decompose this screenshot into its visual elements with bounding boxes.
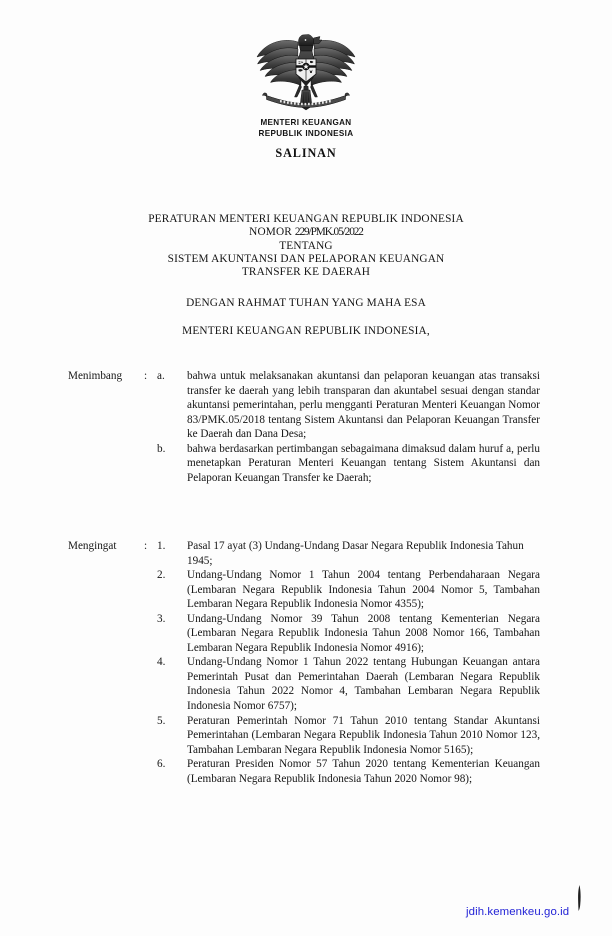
jdih-watermark-url: jdih.kemenkeu.go.id (466, 906, 570, 918)
menimbang-colon: : (144, 370, 148, 382)
ministry-line-1: MENTERI KEUANGAN (260, 118, 352, 127)
menimbang-label: Menimbang (68, 370, 123, 382)
mengingat-section (68, 539, 540, 786)
ministry-line-2: REPUBLIK INDONESIA (258, 128, 354, 138)
menimbang-item-b (68, 442, 540, 486)
mengingat-marker-1: 1. (157, 540, 166, 552)
menimbang-marker-a: a. (157, 370, 165, 382)
mengingat-text-6: Peraturan Presiden Nomor 57 Tahun 2020 tentang Kementerian Keuangan (Lembaran Negara Republik Indonesia Tahun 2020 Nomor 98); (187, 758, 540, 785)
tentang-label: TENTANG (279, 239, 333, 252)
mengingat-colon: : (144, 540, 148, 552)
regulation-number: 229/PMK.05/2022 (294, 226, 363, 239)
copy-stamp: SALINAN (275, 146, 337, 160)
mengingat-item-3 (68, 612, 540, 656)
mengingat-marker-5: 5. (157, 714, 166, 727)
ministry-name-block (0, 118, 612, 139)
blessing-line: DENGAN RAHMAT TUHAN YANG MAHA ESA (186, 297, 426, 309)
subject-line-2: TRANSFER KE DAERAH (241, 266, 371, 279)
mengingat-item-2 (68, 568, 540, 612)
mengingat-marker-4: 4. (157, 656, 166, 669)
mengingat-label: Mengingat (68, 540, 117, 552)
menimbang-item-a (68, 369, 540, 442)
garuda-pancasila-emblem (252, 30, 360, 112)
subject-line-1: SISTEM AKUNTANSI DAN PELAPORAN KEUANGAN (167, 252, 445, 265)
mengingat-text-2: Undang-Undang Nomor 1 Tahun 2004 tentang Perbendaharaan Negara (Lembaran Negara Republik Indonesia Tahun 2004 Nomor 5, Tambahan Lembaran Negara Republik Indonesia Nomor 4355); (187, 569, 540, 611)
mengingat-marker-6: 6. (157, 758, 166, 771)
mengingat-marker-3: 3. (157, 612, 166, 625)
letterhead (0, 30, 612, 161)
mengingat-text-3: Undang-Undang Nomor 39 Tahun 2008 tentang Kementerian Negara (Lembaran Negara Republik Indonesia Tahun 2008 Nomor 166, Tambahan Lembaran Negara Republik Indonesia Nomor 4916); (187, 612, 540, 654)
menimbang-text-b: bahwa berdasarkan pertimbangan sebagaimana dimaksud dalam huruf a, perlu menetapkan Peraturan Menteri Keuangan tentang Sistem Akuntansi dan Pelaporan Keuangan Transfer ke Daerah; (187, 442, 540, 484)
mengingat-text-1: Pasal 17 ayat (3) Undang-Undang Dasar Negara Republik Indonesia Tahun 1945; (187, 540, 524, 567)
menimbang-text-a: bahwa untuk melaksanakan akuntansi dan pelaporan keuangan atas transaksi transfer ke daerah yang lebih transparan dan akuntabel sesuai dengan standar akuntansi pemerintahan, perlu mengganti Peraturan Menteri Keuangan Nomor 83/PMK.05/2018 tentang Sistem Akuntansi dan Pelaporan Keuangan Transfer ke Daerah dan Dana Desa; (187, 370, 540, 441)
document-title-block (0, 213, 612, 279)
mengingat-item-1 (68, 539, 540, 568)
mengingat-marker-2: 2. (157, 569, 166, 582)
mengingat-item-5 (68, 714, 540, 758)
page-title: PERATURAN MENTERI KEUANGAN REPUBLIK INDONESIA (148, 213, 464, 225)
pen-stroke-mark (572, 884, 584, 912)
authority-line: MENTERI KEUANGAN REPUBLIK INDONESIA, (182, 325, 430, 337)
mengingat-text-4: Undang-Undang Nomor 1 Tahun 2022 tentang Hubungan Keuangan antara Pemerintah Pusat dan Pemerintahan Daerah (Lembaran Negara Republik Indonesia Tahun 2022 Nomor 4, Tambahan Lembaran Negara Republik Indonesia Nomor 6757); (187, 656, 540, 713)
menimbang-section (68, 369, 540, 485)
nomor-prefix: NOMOR (249, 226, 295, 239)
menimbang-marker-b: b. (157, 442, 166, 455)
regulation-number-line (0, 226, 612, 239)
mengingat-item-4 (68, 655, 540, 713)
mengingat-text-5: Peraturan Pemerintah Nomor 71 Tahun 2010 tentang Standar Akuntansi Pemerintahan (Lembaran Negara Republik Indonesia Tahun 2010 Nomor 123, Tambahan Lembaran Negara Republik Indonesia Nomor 5165); (187, 714, 540, 756)
mengingat-item-6 (68, 757, 540, 786)
